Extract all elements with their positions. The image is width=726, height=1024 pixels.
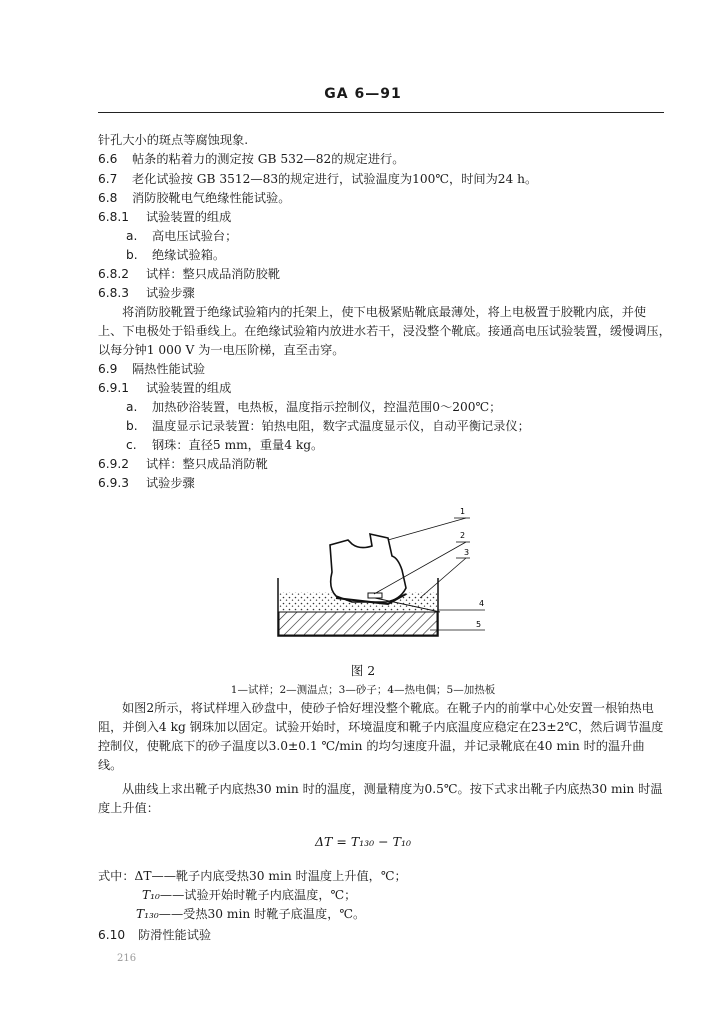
section-6-9-3: 6.9.3 试验步骤 xyxy=(98,476,195,490)
paragraph-line: 线。 xyxy=(98,758,123,772)
paragraph-line: 上、下电极处于铅垂线上。在绝缘试验箱内放进水若干，浸没整个靴底。接通高电压试验装置，缓慢调压， xyxy=(98,324,671,338)
document-header: GA 6—91 xyxy=(324,86,402,102)
section-6-8-2: 6.8.2 试样：整只成品消防胶靴 xyxy=(98,267,281,281)
figure-2-diagram xyxy=(270,500,500,650)
formula: ΔT = T₁₃₀ − T₁₀ xyxy=(315,834,411,849)
list-item: b. 绝缘试验箱。 xyxy=(126,248,226,262)
list-item: c. 钢珠：直径5 mm，重量4 kg。 xyxy=(126,438,324,452)
paragraph-line: 从曲线上求出靴子内底热30 min 时的温度，测量精度为0.5℃。按下式求出靴子内底热30 min 时温 xyxy=(122,782,663,796)
boot-sample xyxy=(330,534,406,602)
figure-caption: 图 2 xyxy=(350,663,376,678)
section-6-8: 6.8 消防胶靴电气绝缘性能试验。 xyxy=(98,191,291,205)
paragraph-line: 以每分钟1 000 V 为一电压阶梯，直至击穿。 xyxy=(98,343,345,357)
paragraph-line: 阻，并倒入4 kg 钢珠加以固定。试验开始时，环境温度和靴子内底温度应稳定在23±2℃，然后调节温度 xyxy=(98,720,664,734)
header-rule xyxy=(98,112,664,113)
figure-label: 1 xyxy=(460,507,466,516)
section-6-8-3: 6.8.3 试验步骤 xyxy=(98,286,195,300)
figure-legend: 1—试样；2—测温点；3—砂子；4—热电偶；5—加热板 xyxy=(230,684,496,696)
section-6-9: 6.9 隔热性能试验 xyxy=(98,362,206,376)
formula-variable: 式中：ΔT——靴子内底受热30 min 时温度上升值，℃； xyxy=(98,869,407,883)
section-6-10: 6.10 防滑性能试验 xyxy=(98,928,212,942)
paragraph-line: 度上升值： xyxy=(98,801,159,815)
paragraph-line: 将消防胶靴置于绝缘试验箱内的托架上，使下电极紧贴靴底最薄处，将上电极置于胶靴内底，并使 xyxy=(122,305,647,319)
heating-plate xyxy=(279,612,437,635)
formula-variable: T₁₃₀——受热30 min 时靴子底温度，℃。 xyxy=(136,907,366,921)
section-6-8-1: 6.8.1 试验装置的组成 xyxy=(98,210,232,224)
figure-label: 2 xyxy=(460,531,466,540)
list-item: a. 高电压试验台； xyxy=(126,229,238,243)
list-item: b. 温度显示记录装置：铂热电阻，数字式温度显示仪，自动平衡记录仪； xyxy=(126,419,530,433)
figure-label: 5 xyxy=(476,620,482,629)
formula-variable: T₁₀——试验开始时靴子内底温度，℃； xyxy=(142,888,357,902)
figure-label: 4 xyxy=(479,599,485,608)
page-number: 216 xyxy=(117,953,137,964)
text-line: 针孔大小的斑点等腐蚀现象. xyxy=(98,133,249,147)
section-6-6: 6.6 帖条的粘着力的测定按 GB 532—82的规定进行。 xyxy=(98,152,405,166)
paragraph-line: 如图2所示，将试样埋入砂盘中，使砂子恰好埋没整个靴底。在靴子内的前掌中心处安置一根铂热电 xyxy=(122,701,654,715)
figure-label: 3 xyxy=(464,548,470,557)
section-6-9-2: 6.9.2 试样：整只成品消防靴 xyxy=(98,457,268,471)
list-item: a. 加热砂浴装置，电热板，温度指示控制仪，控温范围0～200℃； xyxy=(126,400,502,414)
section-6-7: 6.7 老化试验按 GB 3512—83的规定进行，试验温度为100℃，时间为24 h。 xyxy=(98,172,538,186)
section-6-9-1: 6.9.1 试验装置的组成 xyxy=(98,381,232,395)
paragraph-line: 控制仪，使靴底下的砂子温度以3.0±0.1 ℃/min 的均匀速度升温，并记录靴底在40 min 时的温升曲 xyxy=(98,739,645,753)
